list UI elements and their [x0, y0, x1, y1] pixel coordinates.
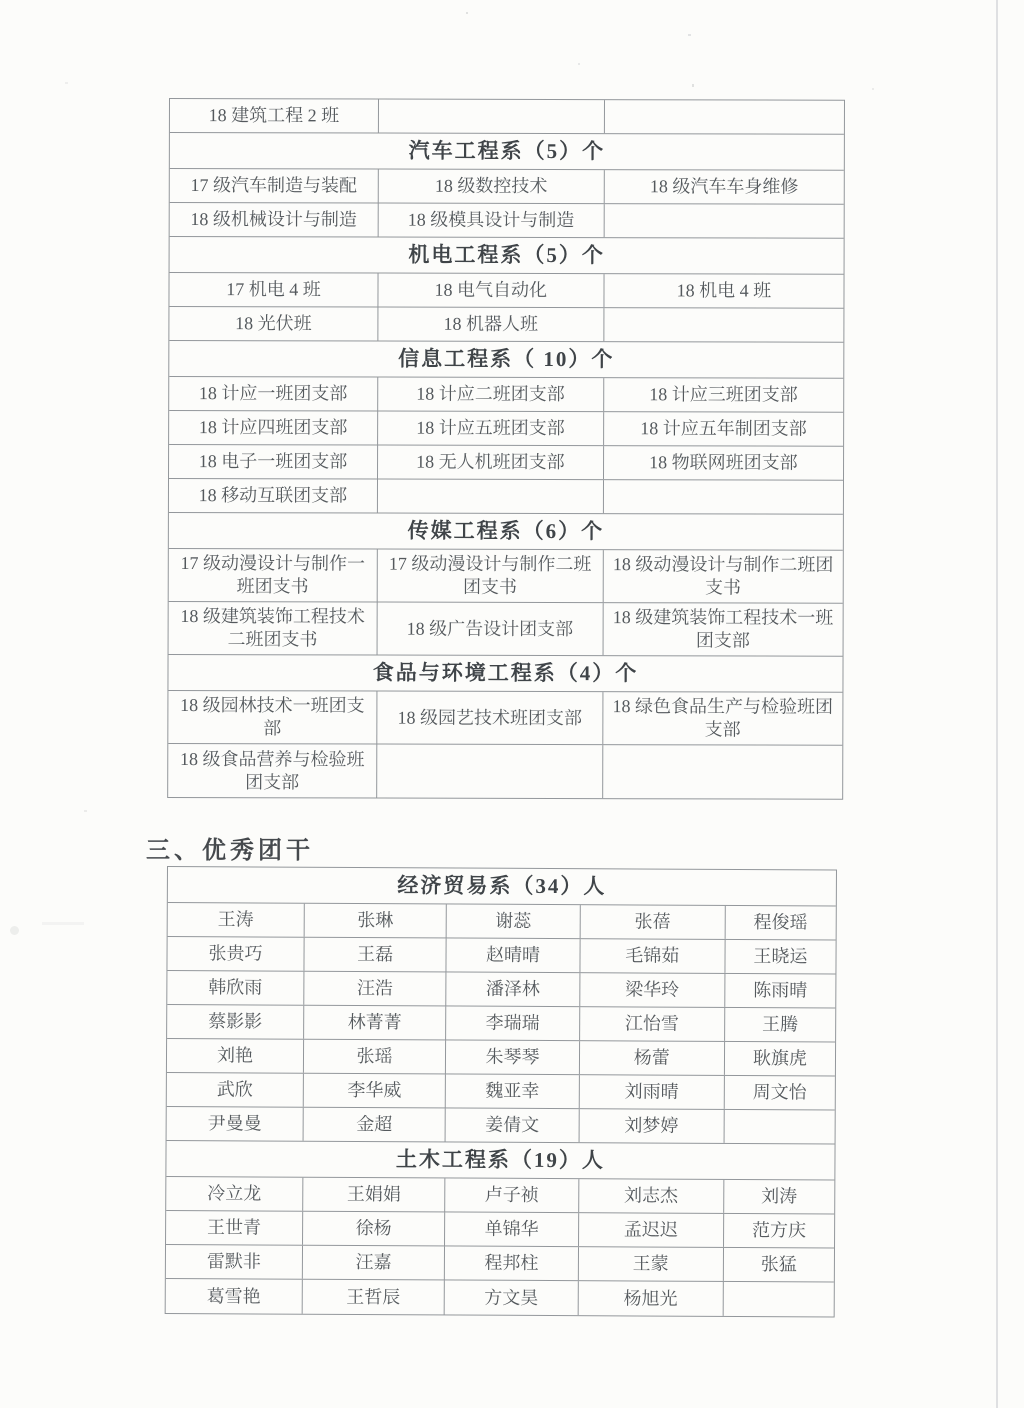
table-cell: 张贵巧	[167, 937, 304, 971]
section-heading: 三、优秀团干	[146, 838, 314, 864]
scan-speck	[578, 63, 580, 65]
table-cell: 18 电气自动化	[378, 274, 604, 308]
table-cell: 刘艳	[167, 1039, 304, 1073]
section-header-label: 信息工程系（ 10）个	[398, 346, 615, 372]
table-row	[167, 1073, 835, 1110]
table-cell: 卢子祯	[445, 1178, 579, 1212]
table-cell: 18 电子一班团支部	[169, 445, 378, 479]
table-cell: 17 机电 4 班	[169, 273, 378, 307]
table-cell: 毛锦茹	[580, 939, 725, 973]
outstanding-cadres-table	[165, 866, 837, 1318]
table-cell: 王腾	[762, 1014, 799, 1035]
table-cell: 17 级动漫设计与制作一班团支书	[169, 549, 378, 602]
table-row	[166, 1177, 834, 1214]
table-cell: 17 级动漫设计与制作二班团支书	[378, 550, 604, 603]
table-row	[168, 691, 842, 746]
table-cell: 18 计应五年制团支部	[640, 418, 807, 439]
table-cell: 耿旗虎	[752, 1048, 807, 1069]
table-cell: 周文怡	[752, 1082, 807, 1103]
table-cell: 李华威	[304, 1074, 446, 1108]
table-cell: 18 级机械设计与制造	[170, 203, 379, 237]
table-cell: 葛雪艳	[166, 1279, 303, 1314]
table-cell: 方文昊	[445, 1280, 579, 1315]
table-cell: 杨旭光	[578, 1281, 723, 1316]
table-cell: 张琳	[305, 904, 447, 938]
table-cell	[723, 1282, 833, 1317]
table-row	[169, 549, 843, 604]
table-cell: 孟迟迟	[579, 1213, 724, 1247]
scan-speck	[84, 810, 87, 812]
scan-artifact-line	[996, 0, 998, 1408]
scan-speck	[688, 34, 691, 36]
section-header-label: 食品与环境工程系（4）个	[372, 660, 639, 686]
table-cell: 汪嘉	[303, 1246, 445, 1280]
table-row	[167, 1107, 835, 1144]
table-row	[166, 1211, 834, 1248]
table-cell: 金超	[304, 1108, 446, 1142]
section-header-row	[168, 867, 836, 906]
table-cell	[377, 745, 603, 799]
table-cell: 18 移动互联团支部	[169, 479, 378, 513]
table-cell: 18 绿色食品生产与检验班团支部	[612, 696, 834, 740]
table-cell: 尹曼曼	[167, 1107, 304, 1141]
table-cell: 魏亚幸	[446, 1074, 580, 1108]
table-cell	[378, 480, 604, 514]
table-cell: 18 计应四班团支部	[169, 411, 378, 445]
table-cell: 18 级建筑装饰工程技术一班团支部	[612, 607, 834, 651]
table-row	[170, 99, 844, 135]
table-cell: 雷默非	[166, 1245, 303, 1279]
section-header-label: 传媒工程系（6）个	[407, 518, 605, 544]
table-cell: 刘雨晴	[580, 1075, 725, 1109]
scan-speck	[466, 12, 468, 14]
table-cell: 18 无人机班团支部	[378, 446, 604, 480]
table-cell: 王蒙	[579, 1247, 724, 1281]
branch-list-table	[167, 98, 845, 800]
table-row	[170, 169, 844, 205]
table-cell	[603, 745, 842, 799]
table-cell: 18 物联网班团支部	[649, 452, 798, 473]
table-cell: 王晓运	[753, 946, 808, 967]
table-cell: 王娟娟	[303, 1178, 445, 1212]
table-cell: 杨蕾	[580, 1041, 725, 1075]
table-cell: 18 级模具设计与制造	[379, 204, 605, 238]
section-header-row	[169, 513, 843, 551]
table-cell: 陈雨晴	[753, 980, 808, 1001]
table-row	[167, 971, 835, 1008]
table-cell: 林菁菁	[304, 1006, 446, 1040]
scan-speck	[692, 84, 694, 87]
table-cell: 18 建筑工程 2 班	[170, 99, 379, 133]
table-cell: 王世青	[166, 1211, 303, 1245]
table-cell: 单锦华	[445, 1212, 579, 1246]
table-cell: 朱琴琴	[446, 1040, 580, 1074]
table-row	[167, 1039, 835, 1076]
table-cell: 王磊	[304, 938, 446, 972]
table-cell: 18 级广告设计团支部	[377, 603, 603, 656]
table-cell: 汪浩	[304, 972, 446, 1006]
section-header-row	[166, 1141, 834, 1180]
table-cell: 蔡影影	[167, 1005, 304, 1039]
section-header-row	[169, 341, 843, 379]
table-cell	[379, 100, 605, 134]
section-header-label: 汽车工程系（5）个	[408, 138, 606, 164]
table-row	[166, 1245, 834, 1282]
section-header-row	[168, 655, 842, 693]
table-cell: 张蓓	[580, 905, 725, 939]
table-cell: 18 级数控技术	[379, 170, 605, 204]
table-cell: 张猛	[760, 1254, 797, 1275]
table-row	[169, 273, 843, 309]
table-cell: 江怡雪	[580, 1007, 725, 1041]
table-cell: 潘泽林	[446, 972, 580, 1006]
table-cell: 武欣	[167, 1073, 304, 1107]
table-row	[169, 602, 843, 657]
table-cell: 姜倩文	[446, 1108, 580, 1142]
table-cell: 18 级建筑装饰工程技术二班团支书	[169, 602, 378, 655]
table-row	[169, 479, 843, 515]
table-cell: 谢蕊	[447, 904, 581, 938]
table-row	[166, 1279, 834, 1316]
table-cell: 18 计应三班团支部	[649, 384, 798, 405]
table-cell: 张瑶	[304, 1040, 446, 1074]
table-cell: 程邦柱	[445, 1246, 579, 1280]
table-cell: 18 光伏班	[169, 307, 378, 341]
section-header-label: 机电工程系（5）个	[408, 242, 605, 268]
table-cell: 18 级食品营养与检验班团支部	[168, 744, 377, 798]
table-row	[169, 377, 843, 413]
scan-speck	[872, 88, 874, 90]
table-cell: 18 级汽车车身维修	[649, 176, 799, 197]
table-cell	[604, 480, 843, 514]
table-row	[167, 937, 835, 974]
scan-speck	[65, 82, 68, 84]
table-cell	[605, 100, 844, 134]
table-row	[169, 307, 843, 343]
scan-speck	[10, 926, 19, 935]
table-row	[167, 1005, 835, 1042]
table-cell: 18 级园艺技术班团支部	[377, 692, 603, 745]
table-cell: 梁华玲	[580, 973, 725, 1007]
section-header-label: 经济贸易系（34）人	[397, 873, 607, 899]
table-cell: 刘志杰	[579, 1179, 724, 1213]
table-cell: 王哲辰	[303, 1280, 445, 1315]
table-cell: 17 级汽车制造与装配	[170, 169, 379, 203]
table-cell: 刘梦婷	[579, 1109, 724, 1143]
table-cell: 韩欣雨	[167, 971, 304, 1005]
table-cell: 刘涛	[761, 1186, 798, 1207]
table-row	[169, 445, 843, 481]
table-cell: 18 级园林技术一班团支部	[168, 691, 377, 744]
table-row	[168, 744, 842, 799]
table-cell: 程俊瑶	[753, 912, 808, 933]
table-cell: 18 级动漫设计与制作二班团支书	[612, 554, 834, 598]
table-cell: 18 机电 4 班	[676, 280, 772, 301]
table-row	[170, 203, 844, 239]
table-cell: 18 计应五班团支部	[378, 412, 604, 446]
table-cell: 李瑞瑞	[446, 1006, 580, 1040]
scan-speck	[42, 922, 84, 925]
table-cell: 18 计应二班团支部	[378, 378, 604, 412]
table-cell	[604, 308, 843, 342]
table-row	[169, 411, 843, 447]
table-cell	[604, 204, 843, 238]
table-row	[168, 903, 836, 940]
table-cell: 徐杨	[303, 1212, 445, 1246]
table-cell: 王涛	[168, 903, 305, 937]
section-header-row	[170, 237, 844, 275]
table-cell: 赵晴晴	[447, 938, 581, 972]
section-header-label: 土木工程系（19）人	[395, 1147, 606, 1173]
table-cell	[724, 1110, 834, 1144]
table-cell: 18 机器人班	[378, 308, 604, 342]
table-cell: 冷立龙	[166, 1177, 303, 1211]
table-cell: 18 计应一班团支部	[169, 377, 378, 411]
table-cell: 范方庆	[751, 1220, 807, 1241]
section-header-row	[170, 133, 844, 171]
